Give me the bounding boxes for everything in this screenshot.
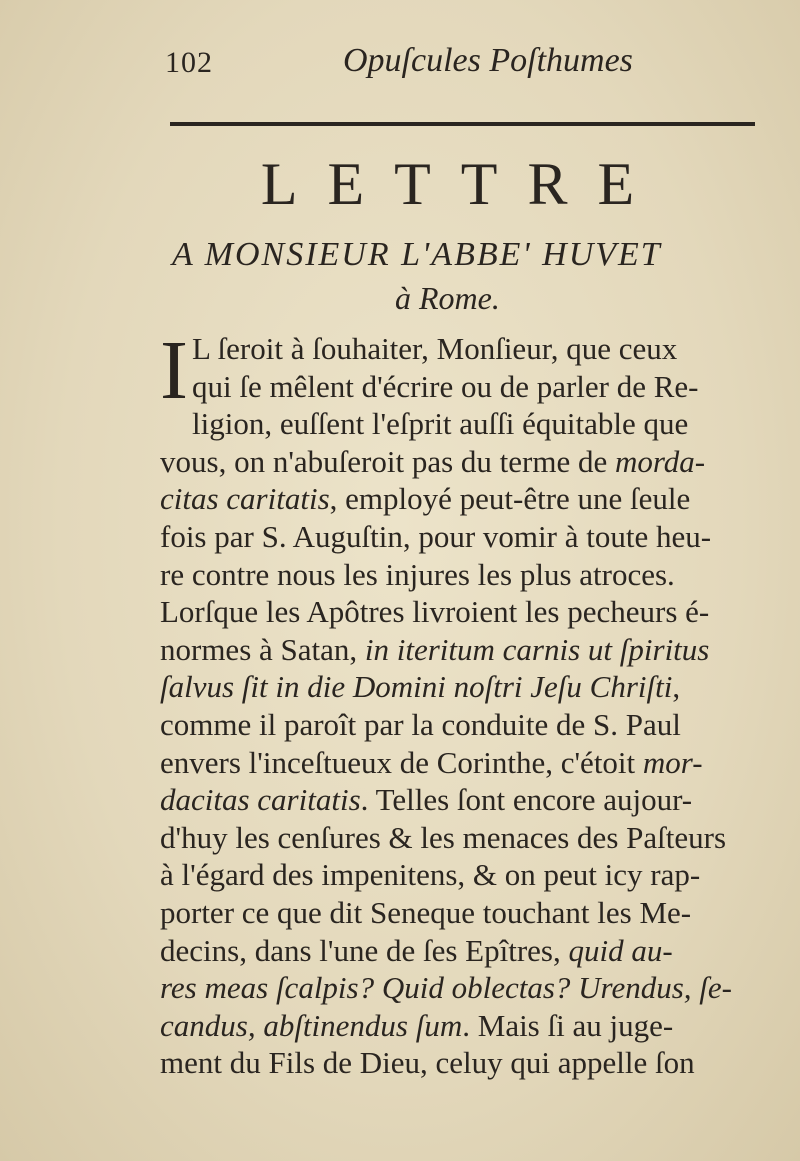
body-line [160, 631, 760, 669]
letter-location: à Rome. [395, 280, 500, 316]
body-line [160, 744, 760, 782]
body-line: d'huy les cenſures & les menaces des Paſteurs [160, 819, 727, 855]
italic-term: ſalvus ſit in die Domini noſtri Jeſu Chriſti [160, 669, 673, 705]
page-number: 102 [165, 46, 213, 79]
body-line: qui ſe mêlent d'écrire ou de parler de Re- [191, 368, 699, 404]
body-line [160, 480, 760, 518]
body-text: , employé peut-être une ſeule [329, 481, 691, 517]
body-text: vous, on n'abuſeroit pas du terme de [160, 443, 608, 479]
italic-term: mor- [642, 744, 703, 780]
body-line: ligion, euſſent l'eſprit auſſi équitable que [191, 406, 689, 442]
header-rule [170, 122, 755, 126]
body-line: comme il paroît par la conduite de S. Paul [160, 706, 681, 742]
body-line: re contre nous les injures les plus atroces. [160, 556, 675, 592]
letter-address: A MONSIEUR L'ABBE' HUVET [172, 236, 662, 273]
running-title: Opuſcules Poſthumes [343, 42, 633, 79]
body-line [160, 668, 760, 706]
body-line: res meas ſcalpis? Quid oblectas? Urendus, ſe- [160, 970, 732, 1006]
body-text: , [672, 669, 681, 705]
italic-term: quid au- [568, 932, 673, 968]
body-text: decins, dans l'une de ſes Epîtres, [160, 932, 561, 968]
drop-cap: I [160, 324, 188, 417]
body-text: normes à Satan, [160, 631, 358, 667]
page-header [165, 42, 755, 82]
body-line: L ſeroit à ſouhaiter, Monſieur, que ceux [191, 331, 678, 366]
body-line: ment du Fils de Dieu, celuy qui appelle ſon [160, 1045, 695, 1081]
letter-title: LETTRE [260, 151, 665, 217]
body-line: à l'égard des impenitens, & on peut icy rap- [160, 857, 701, 893]
italic-term: in iteritum carnis ut ſpiritus [364, 631, 710, 667]
body-line [160, 781, 760, 819]
letter-body [160, 324, 760, 1082]
italic-term: citas caritatis [160, 481, 330, 517]
italic-term: morda- [614, 443, 706, 479]
body-line: porter ce que dit Seneque touchant les Me- [160, 894, 692, 930]
body-line [160, 932, 760, 970]
body-line [160, 1007, 760, 1045]
italic-term: candus, abſtinendus ſum [160, 1007, 463, 1043]
italic-term: dacitas caritatis [160, 782, 361, 818]
body-line [160, 443, 760, 481]
body-text: envers l'inceſtueux de Corinthe, c'étoit [160, 744, 636, 780]
body-line: Lorſque les Apôtres livroient les pecheurs é- [160, 594, 710, 630]
body-text: . Mais ſi au juge- [462, 1007, 674, 1043]
body-line: fois par S. Auguſtin, pour vomir à toute heu- [160, 518, 712, 554]
body-text: . Telles ſont encore aujour- [360, 782, 693, 818]
